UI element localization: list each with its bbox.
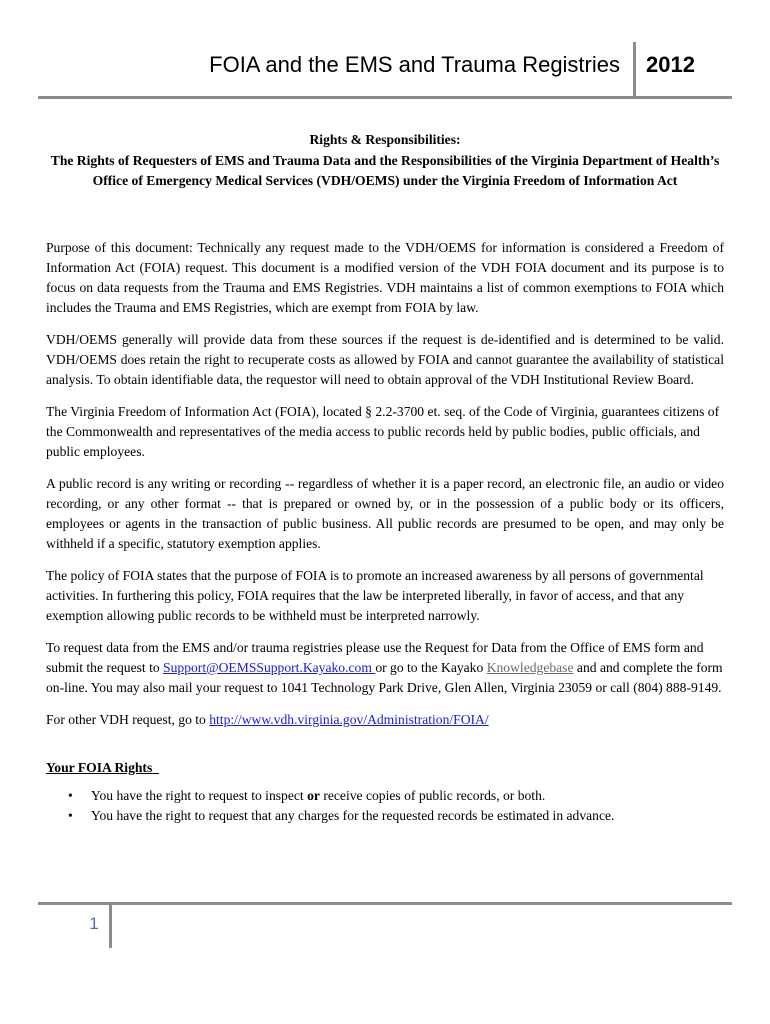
document-header-title: FOIA and the EMS and Trauma Registries (209, 52, 620, 77)
paragraph-deidentified: VDH/OEMS generally will provide data from these sources if the request is de-identified and is determined to be valid. VDH/OEMS does retain the right to recuperate costs as allowed by FOIA and cannot guarantee the availability of statistical analysis. To obtain identifiable data, the requestor will need to obtain approval of the VDH Institutional Review Board. (46, 332, 724, 387)
bullet-icon: • (68, 788, 73, 803)
title-line-main: The Rights of Requesters of EMS and Trauma Data and the Responsibilities of the Virginia Department of Health’s Office of Emergency Medical Services (VDH/OEMS) under the Virginia Freedom of Information Act (50, 152, 720, 188)
paragraph-foia-act: The Virginia Freedom of Information Act (FOIA), located § 2.2-3700 et. seq. of the Code of Virginia, guarantees citizens of the Commonwealth and representatives of the media access to public records held by public bodies, public officials, and public employees. (46, 404, 720, 459)
other-request-text: For other VDH request, go to (46, 712, 210, 727)
knowledgebase-link[interactable]: Knowledgebase (486, 660, 574, 675)
paragraph-other-request (46, 710, 724, 730)
footer-rule (38, 902, 732, 905)
paragraph-policy: The policy of FOIA states that the purpose of FOIA is to promote an increased awareness by all persons of governmental activities. In furthering this policy, FOIA requires that the law be interpreted liberally, in favor of access, and that any exemption allowing public records to be withheld must be interpreted narrowly. (46, 568, 704, 623)
right-1-text-a: You have the right to request to inspect (91, 788, 308, 803)
page-number: 1 (89, 914, 99, 933)
request-text-3: and and complete the form on-line. You may also mail your request to 1041 Technology Park Drive, Glen Allen, Virginia 23059 or call (804) 888-9149. (46, 660, 723, 695)
title-line-rights: Rights & Responsibilities: (309, 132, 461, 147)
header-divider (633, 42, 636, 98)
bullet-icon: • (68, 807, 73, 823)
right-2-text: You have the right to request that any charges for the requested records be estimated in advance. (91, 807, 615, 823)
document-header-year: 2012 (646, 52, 695, 77)
foia-rights-heading-text: Your FOIA Rights (46, 760, 153, 775)
right-1-text-b: receive copies of public records, or both. (319, 788, 546, 803)
right-1-text-bold: or (307, 788, 320, 803)
support-email-link[interactable]: Support@OEMSSupport.Kayako.com (163, 660, 376, 675)
vdh-foia-link[interactable]: http://www.vdh.virginia.gov/Administration/FOIA/ (209, 712, 489, 727)
paragraph-request (46, 638, 724, 698)
paragraph-public-record: A public record is any writing or recording -- regardless of whether it is a paper record, an electronic file, an audio or video recording, or any other format -- that is prepared or owned by, or in the possession of a public body or its officers, employees or agents in the transaction of public business. All public records are presumed to be open, and may only be withheld if a specific, statutory exemption applies. (46, 476, 724, 551)
request-text-1: To request data from the EMS and/or trauma registries please use the Request for Data from the Office of EMS form and submit the request to (46, 640, 704, 675)
foia-rights-heading (46, 758, 724, 778)
foia-rights-list (46, 786, 724, 825)
list-item (70, 786, 724, 806)
paragraph-purpose: Purpose of this document: Technically any request made to the VDH/OEMS for information is considered a Freedom of Information Act (FOIA) request. This document is a modified version of the VDH FOIA document and its purpose is to focus on data requests from the Trauma and EMS Registries. VDH maintains a list of common exemptions to FOIA which includes the Trauma and EMS Registries, which are exempt from FOIA by law. (46, 240, 724, 315)
list-item (70, 806, 724, 826)
document-body (46, 238, 724, 825)
footer-divider (109, 904, 112, 948)
title-block (40, 130, 730, 192)
header-rule (38, 96, 732, 99)
request-text-2: or go to the Kayako (375, 660, 487, 675)
